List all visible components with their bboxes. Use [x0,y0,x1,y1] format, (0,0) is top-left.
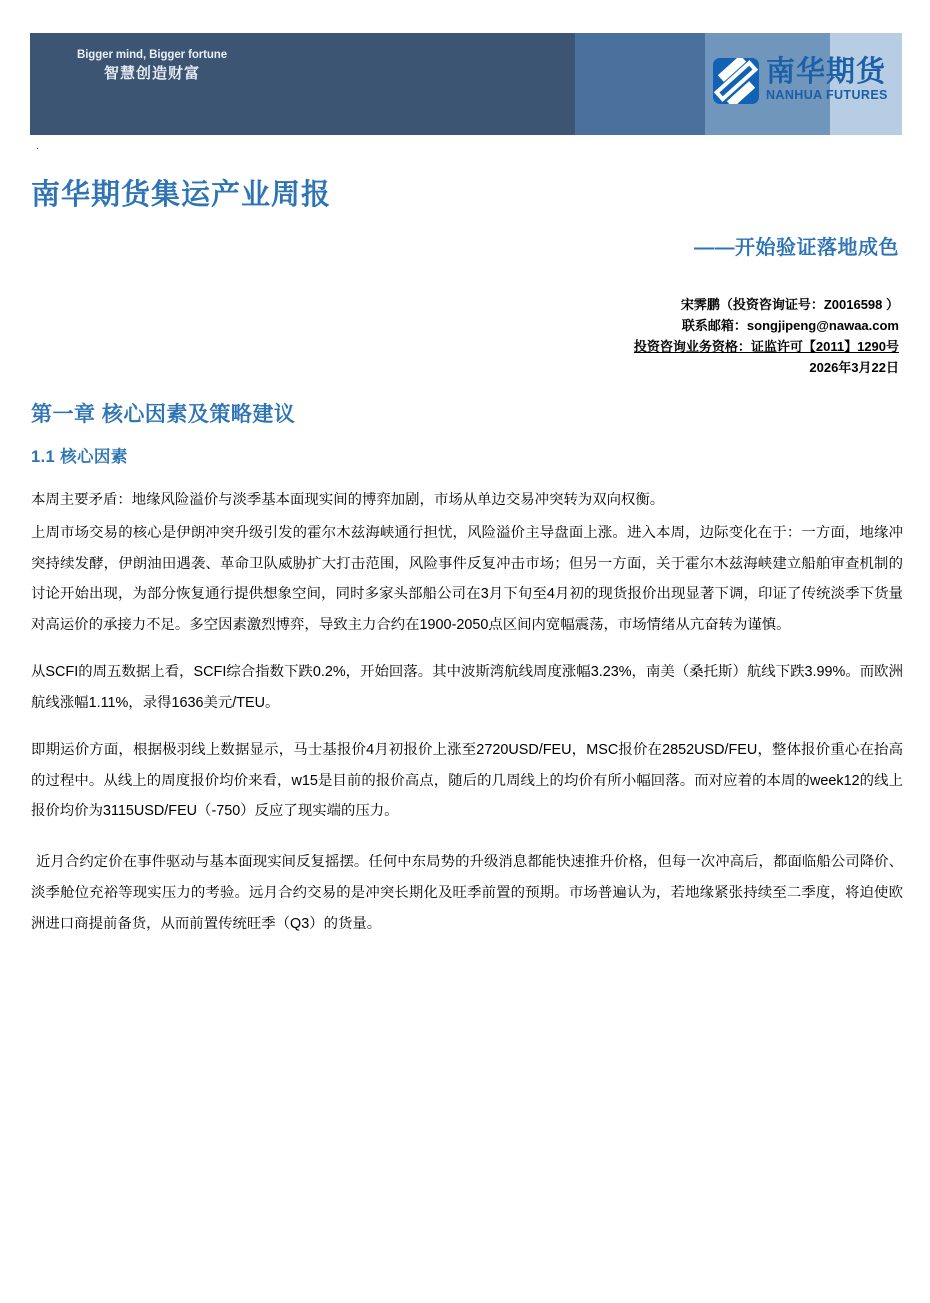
logo-mark-icon [713,58,759,104]
company-tagline [52,48,252,84]
paragraph-spot-rates: 即期运价方面，根据极羽线上数据显示，马士基报价4月初报价上涨至2720USD/FEU，MSC报价在2852USD/FEU，整体报价重心在抬高的过程中。从线上的周度报价均价来看，w15是目前的报价高点，随后的几周线上的均价有所小幅回落。而对应着的本周的week12的线上报价均价为3115USD/FEU（-750）反应了现实端的压力。 [31,741,903,820]
tagline-chinese: 智慧创造财富 [103,65,200,83]
page-title: 南华期货集运产业周报 [31,179,332,211]
section-heading: 1.1 核心因素 [31,448,128,466]
author-license-line: 投资咨询业务资格：证监许可【2011】1290号 [633,339,899,355]
tagline-english: Bigger mind, Bigger fortune [77,49,227,61]
article-body [31,485,903,940]
author-email-line: 联系邮箱：songjipeng@nawaa.com [681,318,899,334]
banner-band-medium [575,33,705,135]
chapter-heading: 第一章 核心因素及策略建议 [31,403,296,426]
logo-wordmark [766,58,888,102]
author-info-block [634,294,899,378]
report-date: 2026年3月22日 [809,360,899,376]
logo-name-english: NANHUA FUTURES [766,88,888,102]
paragraph-core-conflict: 本周主要矛盾：地缘风险溢价与淡季基本面现实间的博弈加剧，市场从单边交易冲突转为双向权衡。 [31,492,665,508]
paragraph-scfi: 从SCFI的周五数据上看，SCFI综合指数下跌0.2%，开始回落。其中波斯湾航线周度涨幅3.23%，南美（桑托斯）航线下跌3.99%。而欧洲航线涨幅1.11%，录得1636美元/TEU。 [31,664,903,711]
nanhua-futures-logo [713,58,888,104]
logo-name-chinese: 南华期货 [766,56,887,88]
author-name-line: 宋霁鹏（投资咨询证号：Z0016598 ） [680,297,899,312]
stray-punctuation-mark: . [36,140,40,152]
paragraph-market-core: 上周市场交易的核心是伊朗冲突升级引发的霍尔木兹海峡通行担忧，风险溢价主导盘面上涨。进入本周，边际变化在于：一方面，地缘冲突持续发酵，伊朗油田遇袭、革命卫队威胁扩大打击范围，风险事件反复冲击市场；但另一方面，关于霍尔木兹海峡建立船舶审查机制的讨论开始出现，为部分恢复通行提供想象空间，同时多家头部船公司在3月下旬至4月初的现货报价出现显著下调，印证了传统淡季下货量对高运价的承接力不足。多空因素激烈博弈，导致主力合约在1900-2050点区间内宽幅震荡，市场情绪从亢奋转为谨慎。 [31,524,903,634]
page-subtitle: ——开始验证落地成色 [694,237,899,259]
paragraph-contract-pricing: 近月合约定价在事件驱动与基本面现实间反复摇摆。任何中东局势的升级消息都能快速推升价格，但每一次冲高后，都面临船公司降价、淡季舱位充裕等现实压力的考验。远月合约交易的是冲突长期化及旺季前置的预期。市场普遍认为，若地缘紧张持续至二季度，将迫使欧洲进口商提前备货，从而前置传统旺季（Q3）的货量。 [31,854,903,932]
